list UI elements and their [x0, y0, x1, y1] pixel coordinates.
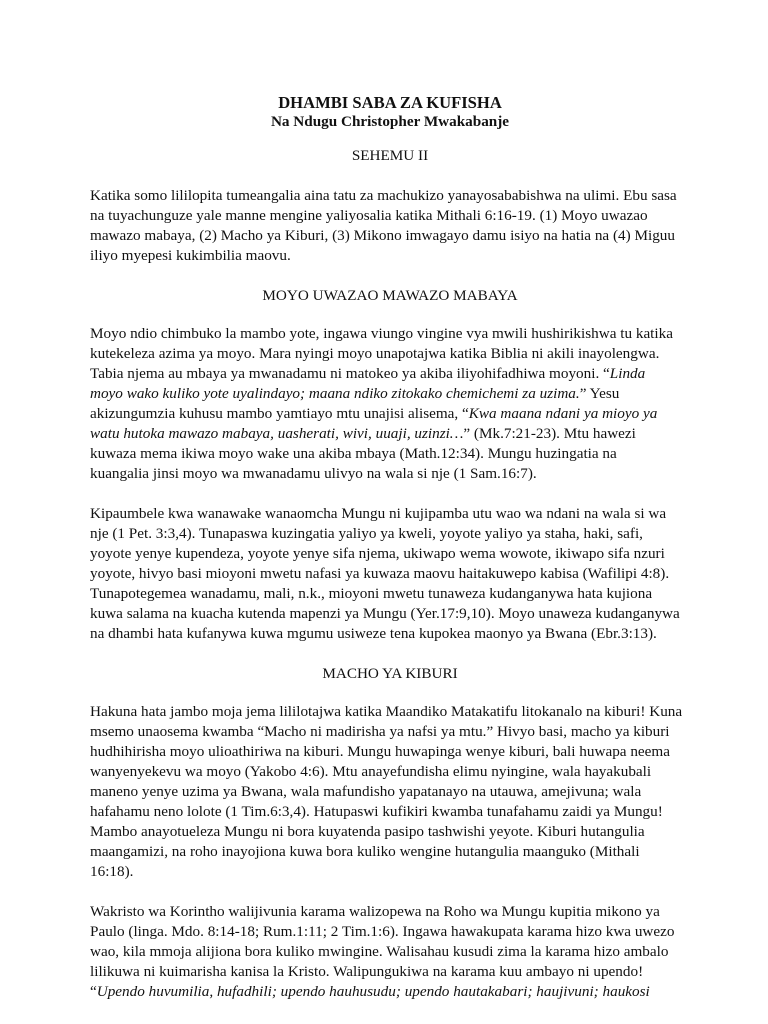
paragraph-line	[90, 424, 690, 444]
paragraph-line	[90, 384, 690, 404]
paragraph-line: Moyo ndio chimbuko la mambo yote, ingawa viungo vingine vya mwili hushirikishwa tu katika	[90, 325, 673, 342]
paragraph-text: ” Yesu	[579, 385, 620, 402]
paragraph-text: Tabia njema au mbaya ya mwanadamu ni matokeo ya akiba iliyohifadhiwa moyoni. “	[90, 365, 610, 382]
paragraph-line: yoyote, hivyo basi mioyoni mwetu nafasi ya kuwaza maovu haitakuwepo kabisa (Wafilipi 4:8).	[90, 565, 670, 582]
paragraph-line	[90, 404, 690, 424]
intro-line: na tuyachunguze yale manne mengine yaliyosalia katika Mithali 6:16-19. (1) Moyo uwazao	[90, 207, 648, 224]
part-heading: SEHEMU II	[351, 147, 429, 164]
intro-line: mawazo mabaya, (2) Macho ya Kiburi, (3) Mikono imwagayo damu isiyo na hatia na (4) Miguu	[90, 227, 675, 244]
paragraph-line: wao, kila mmoja alijiona bora kuliko mwingine. Walisahau kusudi zima la karama hizo ambalo	[90, 943, 669, 960]
paragraph-line: kuwaza mema ikiwa moyo wake una akiba mbaya (Math.12:34). Mungu huzingatia na	[90, 445, 617, 462]
document-author: Na Ndugu Christopher Mwakabanje	[270, 113, 510, 130]
scripture-quote: watu hutoka mawazo mabaya, uasherati, wivi, uuaji, uzinzi…	[90, 425, 464, 442]
paragraph-line: na dhambi hata kufanywa kuwa mgumu usiweze tena kupokea maonyo ya Bwana (Ebr.3:13).	[90, 625, 657, 642]
macho-paragraph-2	[90, 902, 690, 1002]
paragraph-line: Mambo anayotueleza Mungu ni bora kuyatenda pasipo tashwishi yeyote. Kiburi hutangulia	[90, 823, 645, 840]
paragraph-line: wanyenyekevu wa moyo (Yakobo 4:6). Mtu anayefundisha elimu nyingine, wala hayakubali	[90, 763, 652, 780]
paragraph-line	[90, 364, 690, 384]
intro-paragraph	[90, 186, 690, 266]
paragraph-line: 16:18).	[90, 863, 134, 880]
paragraph-line: Wakristo wa Korintho walijivunia karama walizopewa na Roho wa Mungu kupitia mikono ya	[90, 903, 660, 920]
scripture-quote: moyo wako kuliko yote uyalindayo; maana ndiko zitokako chemichemi za uzima.	[90, 385, 580, 402]
paragraph-line: msemo unaosema kwamba “Macho ni madirisha ya nafsi ya mtu.” Hivyo basi, macho ya kiburi	[90, 723, 670, 740]
paragraph-line: maneno yenye uzima ya Bwana, wala mafundisho yapatanayo na utauwa, amejivuna; wala	[90, 783, 642, 800]
paragraph-line: yoyote yenye kupendeza, yoyote yenye sifa njema, ukiwapo wema wowote, ikiwapo sifa nzuri	[90, 545, 665, 562]
paragraph-line: hudhihirisha moyo ulioathiriwa na kiburi. Mungu huwapinga wenye kiburi, bali huwapa neema	[90, 743, 670, 760]
paragraph-line: hafahamu neno lolote (1 Tim.6:3,4). Hatupaswi kufikiri kwamba tunafahamu zaidi ya Mungu!	[90, 803, 663, 820]
scripture-quote: Kwa maana ndani ya mioyo ya	[468, 405, 658, 422]
paragraph-line: Paulo (linga. Mdo. 8:14-18; Rum.1:11; 2 Tim.1:6). Ingawa hawakupata karama hizo kwa uwezo	[90, 923, 675, 940]
document-title: DHAMBI SABA ZA KUFISHA	[278, 93, 502, 112]
paragraph-line: kuangalia jinsi moyo wa mwanadamu ulivyo na wala si nje (1 Sam.16:7).	[90, 465, 537, 482]
paragraph-line: Tunapotegemea wanadamu, mali, n.k., mioyoni mwetu tunaweza kudanganywa hata kujiona	[90, 585, 653, 602]
paragraph-text: “	[90, 983, 97, 1000]
paragraph-line: Kipaumbele kwa wanawake wanaomcha Mungu ni kujipamba utu wao wa ndani na wala si wa	[90, 505, 667, 522]
paragraph-line: maangamizi, na roho inayojiona kuwa bora kuliko wengine hutangulia maanguko (Mithali	[90, 843, 640, 860]
paragraph-line	[90, 982, 690, 1002]
paragraph-text: ” (Mk.7:21-23). Mtu hawezi	[463, 425, 636, 442]
paragraph-text: akizungumzia kuhusu mambo yamtiayo mtu unajisi alisema, “	[90, 405, 469, 422]
scripture-quote: Upendo huvumilia, hufadhili; upendo hauhusudu; upendo hautakabari; haujivuni; haukosi	[96, 983, 650, 1000]
paragraph-line: Hakuna hata jambo moja jema lililotajwa katika Maandiko Matakatifu litokanalo na kiburi! Kuna	[90, 703, 683, 720]
moyo-paragraph-1	[90, 324, 690, 484]
intro-line: iliyo myepesi kukimbilia maovu.	[90, 247, 291, 264]
section-heading-moyo: MOYO UWAZAO MAWAZO MABAYA	[262, 287, 518, 304]
scripture-quote: Linda	[609, 365, 646, 382]
paragraph-line: lilikuwa ni kuimarisha kanisa la Kristo. Walipungukiwa na karama kuu ambayo ni upendo!	[90, 963, 644, 980]
section-heading-macho: MACHO YA KIBURI	[322, 665, 458, 682]
paragraph-line: kutekeleza azima ya moyo. Mara nyingi moyo unapotajwa katika Biblia ni akili inayolengwa.	[90, 345, 660, 362]
moyo-paragraph-2	[90, 504, 690, 644]
document-page	[90, 93, 690, 1022]
paragraph-line: kuwa salama na kuacha kutenda mapenzi ya Mungu (Yer.17:9,10). Moyo unaweza kudanganywa	[90, 605, 680, 622]
macho-paragraph-1	[90, 702, 690, 882]
paragraph-line: nje (1 Pet. 3:3,4). Tunapaswa kuzingatia yaliyo ya kweli, yoyote yaliyo ya staha, haki, safi,	[90, 525, 643, 542]
intro-line: Katika somo lililopita tumeangalia aina tatu za machukizo yanayosababishwa na ulimi. Ebu sasa	[90, 187, 677, 204]
